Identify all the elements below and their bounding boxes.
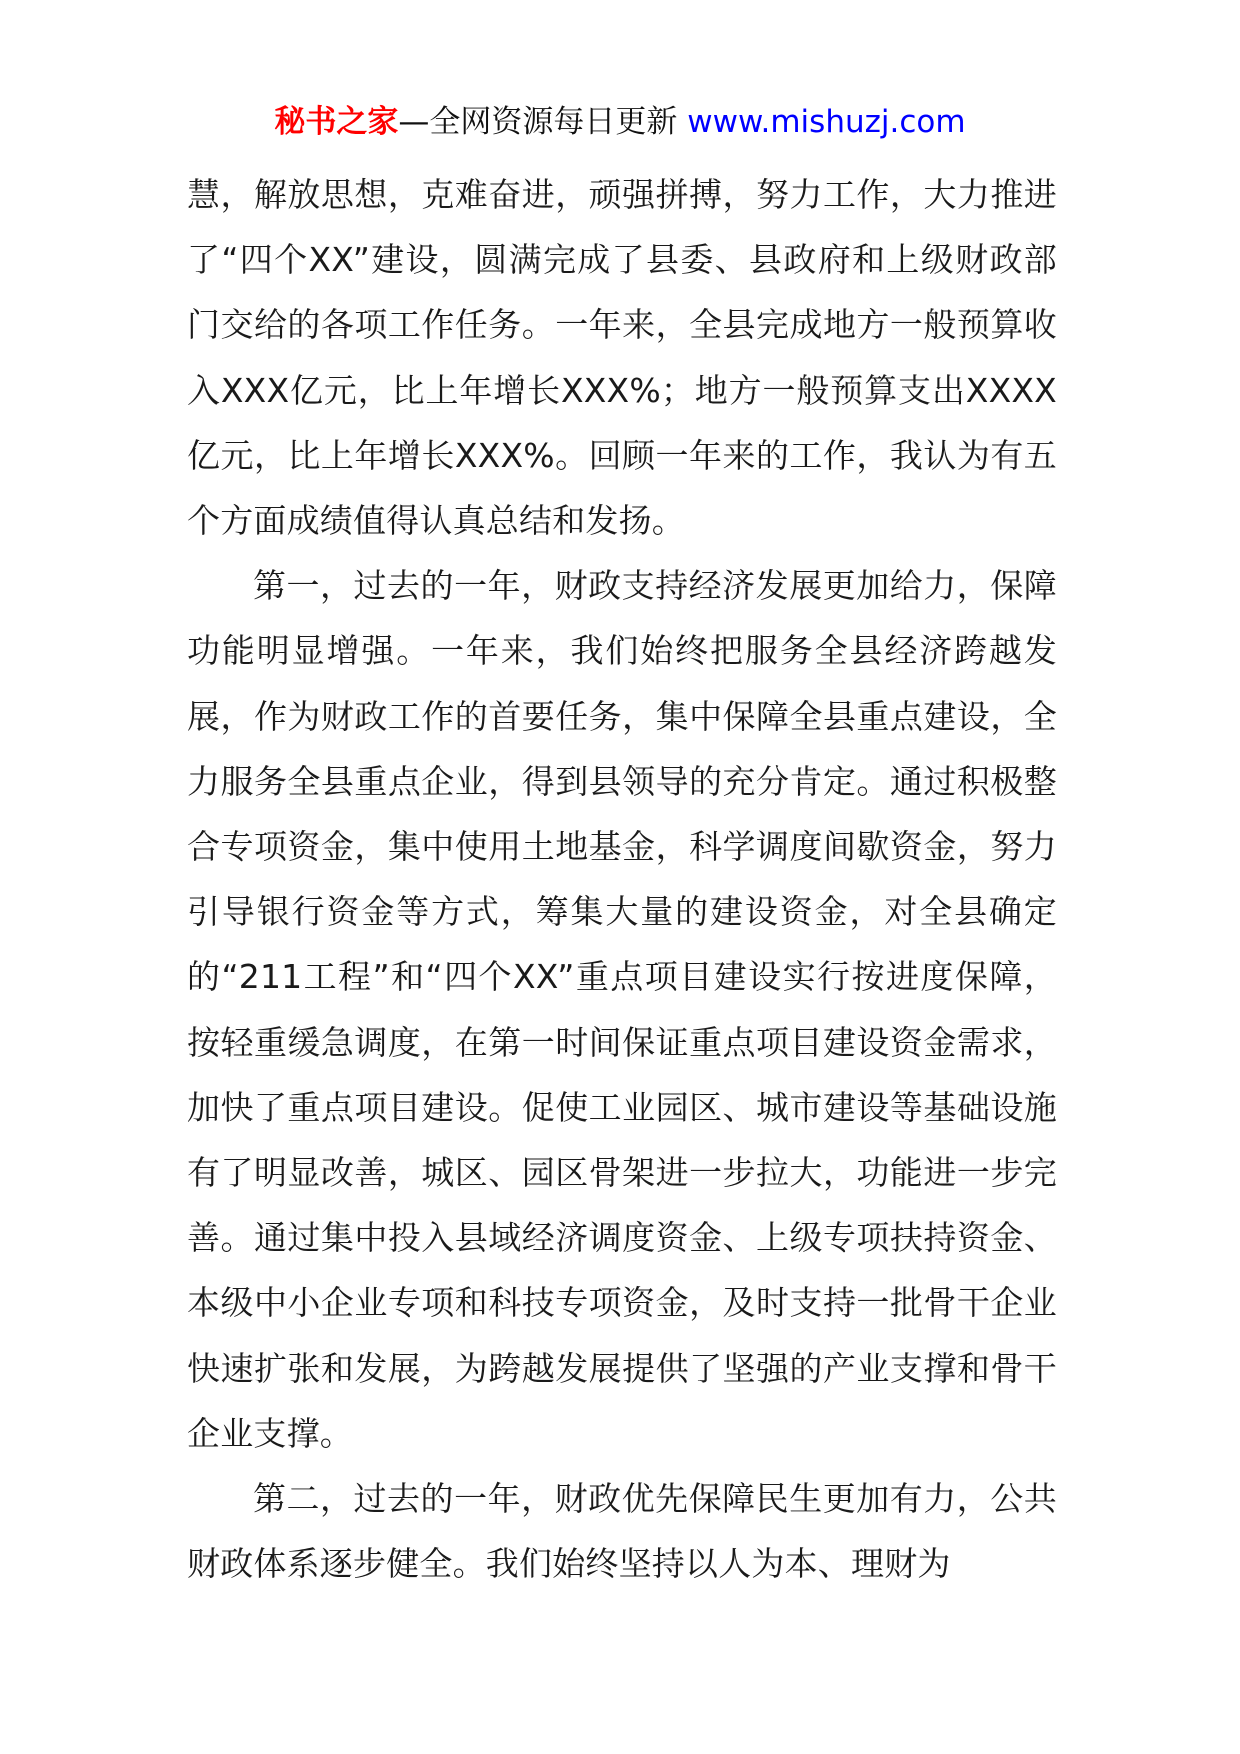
paragraph-second-point: 第二，过去的一年，财政优先保障民生更加有力，公共财政体系逐步健全。我们始终坚持以人为本、理财为 xyxy=(187,1479,1057,1584)
header-brand: 秘书之家 xyxy=(274,104,399,140)
paragraph-continuation: 慧，解放思想，克难奋进，顽强拼搏，努力工作，大力推进了“四个XX”建设，圆满完成了县委、县政府和上级财政部门交给的各项工作任务。一年来，全县完成地方一般预算收入XXX亿元，比上年增长XXX%；地方一般预算支出XXXX亿元，比上年增长XXX%。回顾一年来的工作，我认为有五个方面成绩值得认真总结和发扬。 xyxy=(187,175,1057,541)
header-url[interactable]: www.mishuzj.com xyxy=(687,104,966,140)
document-body xyxy=(187,162,1057,1596)
paragraph-first-point: 第一，过去的一年，财政支持经济发展更加给力，保障功能明显增强。一年来，我们始终把服务全县经济跨越发展，作为财政工作的首要任务，集中保障全县重点建设，全力服务全县重点企业，得到县领导的充分肯定。通过积极整合专项资金，集中使用土地基金，科学调度间歇资金，努力引导银行资金等方式，筹集大量的建设资金，对全县确定的“211工程”和“四个XX”重点项目建设实行按进度保障，按轻重缓急调度，在第一时间保证重点项目建设资金需求，加快了重点项目建设。促使工业园区、城市建设等基础设施有了明显改善，城区、园区骨架进一步拉大，功能进一步完善。通过集中投入县域经济调度资金、上级专项扶持资金、本级中小企业专项和科技专项资金，及时支持一批骨干企业快速扩张和发展，为跨越发展提供了坚强的产业支撑和骨干企业支撑。 xyxy=(187,566,1057,1453)
header-tagline: —全网资源每日更新 xyxy=(398,104,678,140)
page-header xyxy=(0,100,1240,144)
